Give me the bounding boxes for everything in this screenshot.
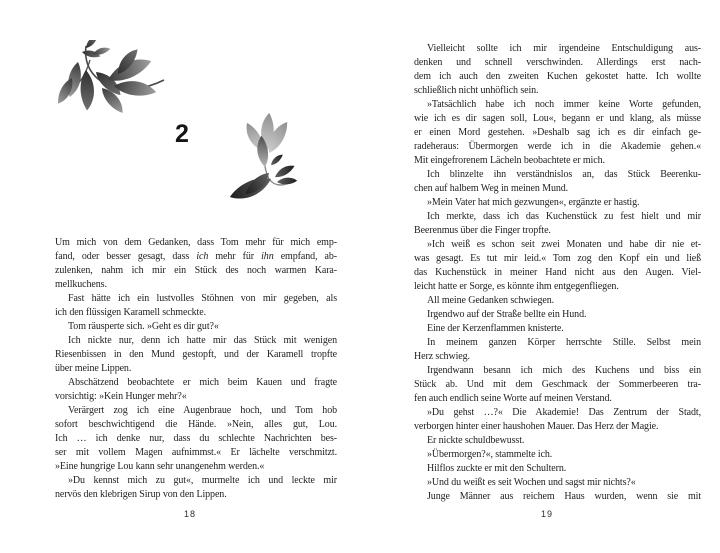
text-line — [55, 390, 337, 404]
text-run: denken und schnell verschwinden. Allerdings erst nach- — [414, 57, 701, 68]
text-line — [414, 420, 701, 434]
text-run: Eine der Kerzenflammen knisterte. — [427, 323, 564, 334]
text-line — [55, 250, 337, 264]
text-run: Herz schwieg. — [414, 351, 470, 362]
text-run: ser mit vollem Magen aufnimmst.« Er lächelte verschmitzt. — [55, 447, 337, 458]
text-run: Er nickte schuldbewusst. — [427, 435, 525, 446]
page-number-left: 18 — [183, 509, 196, 519]
text-run: Tom räusperte sich. »Geht es dir gut?« — [68, 321, 219, 332]
text-run: Verärgert zog ich eine Augenbraue hoch, und Tom hob — [68, 405, 337, 416]
text-run: Ich … ich denke nur, dass du schlechte Nachrichten bes- — [55, 433, 337, 444]
text-run: chen auf halbem Weg in meinen Mund. — [414, 183, 569, 194]
text-line — [414, 434, 701, 448]
text-run: dem ich auch den zweiten Kuchen gekostet hatte. Ich wollte — [414, 71, 701, 82]
text-line — [414, 392, 701, 406]
text-run: mehr für — [208, 251, 262, 262]
text-run: sofort beschwichtigend die Hände. »Nein, alles gut, Lou. — [55, 419, 337, 430]
text-line — [55, 460, 337, 474]
text-run: ich — [196, 251, 209, 262]
text-line — [414, 70, 701, 84]
text-run: Ich merkte, dass ich das Kuchenstück zu fest hielt und mir — [427, 211, 701, 222]
text-line — [414, 196, 701, 210]
text-run: was gesagt. Es tut mir leid.« Tom zog den Kopf ein und ließ — [414, 253, 701, 264]
text-run: fand, oder besser gesagt, dass — [55, 251, 197, 262]
text-run: nervös den klebrigen Sirup von den Lippen. — [55, 489, 227, 500]
text-line — [414, 350, 701, 364]
text-line — [414, 406, 701, 420]
text-run: Fast hätte ich ein lustvolles Stöhnen von mir gegeben, als — [68, 293, 337, 304]
text-line — [55, 362, 337, 376]
text-line — [414, 490, 701, 504]
text-line — [414, 140, 701, 154]
text-line — [55, 320, 337, 334]
text-run: »Mein Vater hat mich gezwungen«, ergänzte er hastig. — [427, 197, 640, 208]
text-run: radeheraus: Übermorgen werde ich in die Akademie gehen.« — [414, 141, 701, 152]
text-line — [414, 252, 701, 266]
text-run: »Und du weißt es seit Wochen und sagst mir nichts?« — [427, 477, 636, 488]
text-line — [55, 488, 337, 502]
text-run: Riesenbissen in den Mund gestopft, und der Karamell tropfte — [55, 349, 337, 360]
text-line — [55, 446, 337, 460]
text-run: Abschätzend beobachtete er mich beim Kauen und fragte — [68, 377, 337, 388]
text-line — [55, 334, 337, 348]
text-line — [414, 308, 701, 322]
text-run: »Du gehst …?« Die Akademie! Das Zentrum der Stadt, — [427, 407, 701, 418]
text-line — [414, 336, 701, 350]
text-run: schließlich nicht unhöflich sein. — [414, 85, 539, 96]
text-line — [414, 98, 701, 112]
text-line — [414, 182, 701, 196]
text-run: das Kuchenstück in meiner Hand nicht aus den Augen. Viel- — [414, 267, 701, 278]
text-run: »Du kennst mich zu gut«, murmelte ich und leckte mir — [68, 475, 337, 486]
text-run: Hilflos zuckte er mit den Schultern. — [427, 463, 567, 474]
text-line — [414, 322, 701, 336]
text-run: All meine Gedanken schwiegen. — [427, 295, 555, 306]
text-run: Ich nickte nur, denn ich hatte mir das Stück mit wenigen — [68, 335, 337, 346]
text-run: mellkuchens. — [55, 279, 107, 290]
text-line — [414, 462, 701, 476]
text-run: über meine Lippen. — [55, 363, 132, 374]
text-line — [55, 236, 337, 250]
text-run: In meinem ganzen Körper herrschte Stille. Selbst mein — [427, 337, 701, 348]
text-run: »Übermorgen?«, stammelte ich. — [427, 449, 553, 460]
text-line — [414, 266, 701, 280]
text-line — [414, 168, 701, 182]
text-line — [414, 364, 701, 378]
text-line — [414, 56, 701, 70]
text-line — [414, 112, 701, 126]
text-line — [55, 292, 337, 306]
text-run: zulenken, nahm ich mir ein Stück des noch warmen Kara- — [55, 265, 337, 276]
text-line — [414, 476, 701, 490]
text-run: Junge Männer aus reichem Haus wurden, wenn sie mit — [427, 491, 701, 502]
leaf-branch-ornament-left — [56, 40, 170, 118]
text-run: leicht hatte er Sorge, es könnte ihm entgegenfliegen. — [414, 281, 619, 292]
text-line — [414, 224, 701, 238]
text-line — [414, 42, 701, 56]
text-run: ich den flüssigen Karamell schmeckte. — [55, 307, 206, 318]
text-line — [55, 404, 337, 418]
text-run: Ich blinzelte ihn verständnislos an, das Stück Beerenku- — [427, 169, 701, 180]
text-run: Beerenmus über die Finger tropfte. — [414, 225, 551, 236]
right-page-text — [414, 42, 701, 504]
text-run: vorsichtig: »Kein Hunger mehr?« — [55, 391, 187, 402]
text-run: fen auch endlich seine Worte auf meinen Verstand. — [414, 393, 612, 404]
text-line — [55, 474, 337, 488]
text-run: verborgen hinter einer haushohen Mauer. Das Herz der Magie. — [414, 421, 659, 432]
text-run: Stück ab. Und mit dem Geschmack der Sommerbeeren tra- — [414, 379, 701, 390]
text-run: Irgendwo auf der Straße bellte ein Hund. — [427, 309, 587, 320]
text-run: wie ich es dir sagen soll, Lou«, begann er und klang, als müsse — [414, 113, 701, 124]
text-run: »Ich weiß es schon seit zwei Monaten und habe dir nie et- — [427, 239, 701, 250]
text-run: empfand, ab- — [273, 251, 337, 262]
left-page-text — [55, 236, 337, 502]
text-line — [414, 448, 701, 462]
text-run: ihn — [261, 251, 274, 262]
text-line — [55, 278, 337, 292]
text-line — [414, 238, 701, 252]
text-line — [414, 84, 701, 98]
chapter-number: 2 — [175, 120, 189, 148]
leaf-sprig-ornament-right — [227, 109, 305, 199]
text-run: »Eine hungrige Lou kann sehr unangenehm werden.« — [55, 461, 265, 472]
text-line — [55, 418, 337, 432]
text-run: Um mich von dem Gedanken, dass Tom mehr für mich emp- — [55, 237, 337, 248]
text-line — [414, 126, 701, 140]
text-line — [55, 432, 337, 446]
text-line — [55, 376, 337, 390]
page-number-right: 19 — [540, 509, 553, 519]
text-line — [414, 280, 701, 294]
text-run: »Tatsächlich habe ich noch immer keine Worte gefunden, — [427, 99, 701, 110]
text-line — [414, 294, 701, 308]
text-run: Vielleicht sollte ich mir irgendeine Entschuldigung aus- — [427, 43, 701, 54]
text-line — [55, 264, 337, 278]
text-run: Mit eingefrorenem Lächeln beobachtete er mich. — [414, 155, 605, 166]
text-run: Irgendwann besann ich mich des Kuchens und biss ein — [427, 365, 701, 376]
text-line — [414, 378, 701, 392]
text-line — [414, 210, 701, 224]
text-line — [55, 306, 337, 320]
text-run: er einen Mord gestehen. »Deshalb sag ich es dir einfach ge- — [414, 127, 701, 138]
text-line — [55, 348, 337, 362]
text-line — [414, 154, 701, 168]
